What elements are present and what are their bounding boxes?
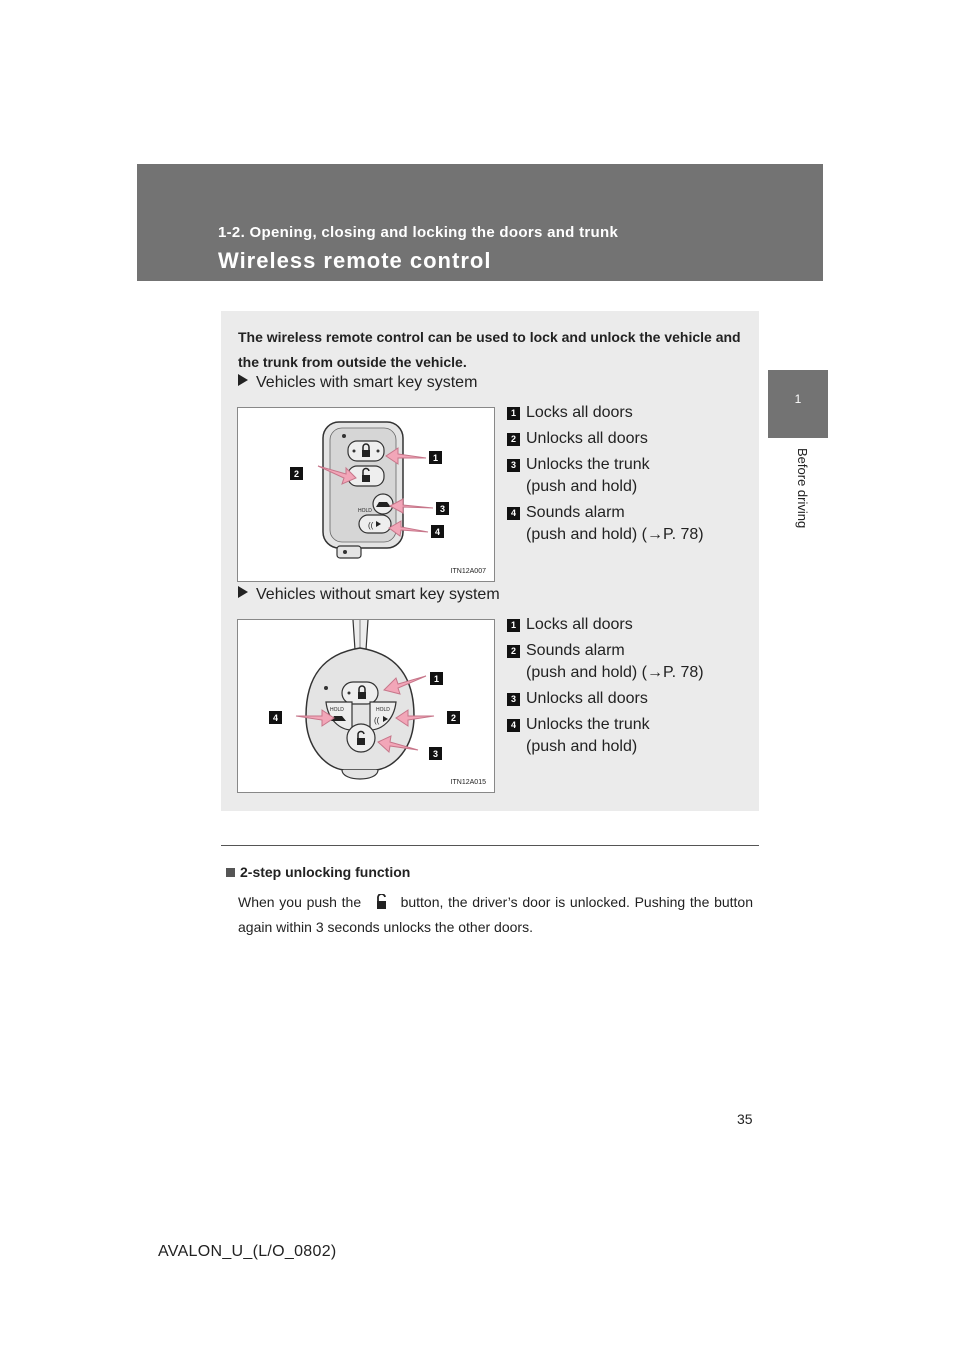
unlock-icon bbox=[368, 894, 394, 910]
page-number: 35 bbox=[737, 1111, 753, 1127]
list-item: 4 Sounds alarm (push and hold) (→P. 78) bbox=[507, 502, 704, 546]
intro-text: The wireless remote control can be used to lock and unlock the vehicle and the trunk from outside the vehicle. bbox=[238, 329, 741, 370]
svg-text:((: (( bbox=[374, 716, 380, 725]
hold-label: HOLD bbox=[358, 508, 372, 514]
list-item: 3 Unlocks the trunk (push and hold) bbox=[507, 454, 704, 498]
callout-3: 3 bbox=[432, 749, 439, 759]
smart-key-figure bbox=[237, 407, 495, 582]
info-panel bbox=[221, 311, 759, 811]
list-item: 1 Locks all doors bbox=[507, 614, 704, 636]
section-header bbox=[137, 164, 823, 281]
list-item: 2 Unlocks all doors bbox=[507, 428, 704, 450]
smart-key-button-list bbox=[507, 402, 704, 550]
callout-1: 1 bbox=[432, 453, 439, 463]
figure-code: ITN12A015 bbox=[450, 779, 486, 786]
callout-3: 3 bbox=[439, 504, 446, 514]
list-item: 1 Locks all doors bbox=[507, 402, 704, 424]
hold-label-trunk: HOLD bbox=[330, 707, 344, 713]
divider bbox=[221, 845, 759, 846]
chapter-tab[interactable] bbox=[768, 370, 828, 438]
callout-4: 4 bbox=[272, 713, 279, 723]
standard-key-button-list bbox=[507, 614, 704, 762]
list-item: 3 Unlocks all doors bbox=[507, 688, 704, 710]
figure-code: ITN12A007 bbox=[450, 568, 486, 575]
callout-2: 2 bbox=[450, 713, 457, 723]
variant-heading-no-smart-key: Vehicles without smart key system bbox=[238, 586, 500, 604]
triangle-bullet-icon bbox=[238, 374, 248, 386]
chapter-number: 1 bbox=[794, 392, 802, 406]
hold-label-alarm: HOLD bbox=[376, 707, 390, 713]
list-item: 4 Unlocks the trunk (push and hold) bbox=[507, 714, 704, 758]
list-item: 2 Sounds alarm (push and hold) (→P. 78) bbox=[507, 640, 704, 684]
triangle-bullet-icon bbox=[238, 586, 248, 598]
variant-heading-smart-key: Vehicles with smart key system bbox=[238, 374, 477, 392]
page-reference[interactable]: (push and hold) (→P. 78) bbox=[526, 526, 704, 543]
page-title: Wireless remote control bbox=[218, 248, 492, 273]
note-body: When you push the button, the driver’s door is unlocked. Pushing the button again within 3 seconds unlocks the other doors. bbox=[238, 894, 753, 935]
standard-key-figure bbox=[237, 619, 495, 793]
section-subtitle: 1-2. Opening, closing and locking the doors and trunk bbox=[218, 224, 619, 241]
chapter-label: Before driving bbox=[795, 448, 810, 529]
callout-1: 1 bbox=[433, 674, 440, 684]
page-reference[interactable]: (push and hold) (→P. 78) bbox=[526, 664, 704, 681]
callout-2: 2 bbox=[293, 469, 300, 479]
standard-key-illustration bbox=[238, 620, 494, 792]
callout-4: 4 bbox=[434, 527, 441, 537]
svg-text:((: (( bbox=[368, 521, 374, 530]
note-title: 2-step unlocking function bbox=[226, 864, 410, 880]
document-footer: AVALON_U_(L/O_0802) bbox=[158, 1243, 337, 1260]
square-bullet-icon bbox=[226, 868, 235, 877]
smart-key-illustration bbox=[238, 408, 494, 581]
